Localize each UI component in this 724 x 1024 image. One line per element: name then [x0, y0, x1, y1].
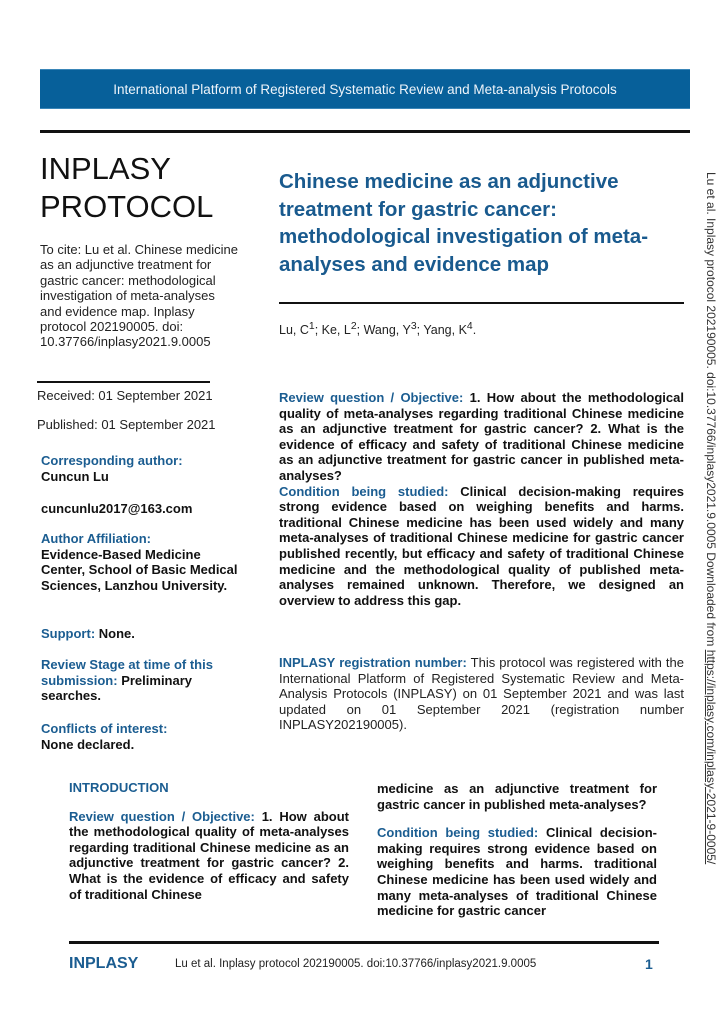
download-link[interactable]: https://inplasy.com/inplasy-2021-9-0005/ [704, 649, 718, 865]
body-condition-text: Clinical decision-making requires strong evidence based on weighing benefits and harms. traditional Chinese medicine has been used widely and many meta-analyses of traditional Chinese medicine for gastric cancer [377, 825, 657, 919]
review-stage-value: Preliminary searches. [41, 672, 193, 703]
author: Yang, $K^4$. [423, 321, 477, 338]
body-column-1 [69, 780, 349, 915]
side-download-notice [704, 172, 718, 864]
registration-info [279, 655, 684, 733]
conflicts-label: Conflicts of interest: [41, 721, 168, 736]
page-number: 1 [645, 956, 653, 972]
support-value: None. [98, 626, 135, 641]
review-question-label: Review question / Objective: [279, 390, 464, 405]
author: Lu, $C^1$; [279, 321, 322, 338]
footer-citation: Lu et al. Inplasy protocol 202190005. doi:10.37766/inplasy2021.9.0005 [175, 958, 537, 970]
conflicts-of-interest [41, 721, 246, 752]
conflicts-value: None declared. [41, 736, 135, 752]
body-review-continued: medicine as an adjunctive treatment for gastric cancer in published meta-analyses? [377, 781, 657, 812]
registration-text: This protocol was registered with the International Platform of Registered Systematic Review and Meta-Analysis Protocols (INPLASY) on 01 September 2021 and was last updated on 01 September 2021 (registration number INPLASY202190005). [279, 655, 685, 733]
body-condition [377, 825, 657, 919]
author-affiliation [41, 531, 246, 593]
received-date: Received: 01 September 2021 [37, 388, 213, 403]
protocol-heading-line2: PROTOCOL [40, 189, 214, 224]
corresponding-author [41, 453, 246, 484]
corresponding-author-label: Corresponding author: [41, 453, 183, 468]
footer-divider [69, 941, 659, 944]
review-stage [41, 657, 246, 704]
review-question-text: 1. How about the methodological quality of meta-analyses regarding traditional Chinese medicine as an adjunctive treatment for gastric cancer? 2. What is the evidence of efficacy and safety of traditional Chinese medicine as an adjunctive treatment for gastric cancer in published meta-analyses? [279, 390, 684, 483]
article-title: Chinese medicine as an adjunctive treatment for gastric cancer: methodological investigation of meta-analyses and evidence map [279, 170, 649, 276]
protocol-heading [40, 150, 213, 226]
platform-banner [40, 69, 690, 109]
support-info [41, 626, 246, 642]
footer-logo: INPLASY [69, 955, 139, 972]
body-condition-label: Condition being studied: [377, 825, 539, 841]
corresponding-author-name: Cuncun Lu [41, 468, 109, 484]
left-divider [37, 381, 210, 383]
introduction-heading: INTRODUCTION [69, 780, 169, 795]
registration-label: INPLASY registration number: [279, 655, 467, 670]
author-list [279, 321, 476, 337]
abstract-review-question [279, 390, 684, 608]
body-review-label: Review question / Objective: [69, 808, 255, 824]
published-date: Published: 01 September 2021 [37, 417, 216, 432]
affiliation-text: Evidence-Based Medicine Center, School of Basic Medical Sciences, Lanzhou University. [41, 546, 238, 593]
top-divider [40, 130, 690, 133]
affiliation-label: Author Affiliation: [41, 531, 151, 546]
banner-text: International Platform of Registered Systematic Review and Meta-analysis Protocols [113, 81, 617, 97]
body-review-question [69, 809, 349, 903]
body-review-text: 1. How about the methodological quality of meta-analyses regarding traditional Chinese medicine as an adjunctive treatment for gastric cancer? 2. What is the evidence of efficacy and safety of traditional Chinese [69, 808, 349, 902]
review-stage-label: Review Stage at time of this submission: [41, 657, 213, 688]
citation-text: To cite: Lu et al. Chinese medicine as an adjunctive treatment for gastric cancer: methodological investigation of meta-analyses and evidence map. Inplasy protocol 202190005. doi: 10.37766/inplasy2021.9.0005 [40, 242, 238, 350]
author: Ke, $L^2$; [321, 321, 364, 338]
side-citation-text: Lu et al. Inplasy protocol 202190005. doi:10.37766/inplasy2021.9.0005 Downloaded from [704, 172, 718, 650]
author: Wang, $Y^3$; [363, 321, 424, 338]
title-divider [279, 302, 684, 304]
author-email[interactable]: cuncunlu2017@163.com [41, 501, 193, 516]
body-column-2 [377, 781, 657, 932]
protocol-heading-line1: INPLASY [40, 151, 171, 186]
condition-label: Condition being studied: [279, 483, 449, 499]
support-label: Support: [41, 626, 96, 641]
condition-text: Clinical decision-making requires strong evidence based on weighing benefits and harms. traditional Chinese medicine has been used widely and many meta-analyses of traditional Chinese medicine for gastric cancer published recently, but efficacy and safety of traditional Chinese medicine and the methodological quality of published meta-analyses remained unknown. Therefore, we designed an overview to address this gap. [279, 483, 684, 608]
